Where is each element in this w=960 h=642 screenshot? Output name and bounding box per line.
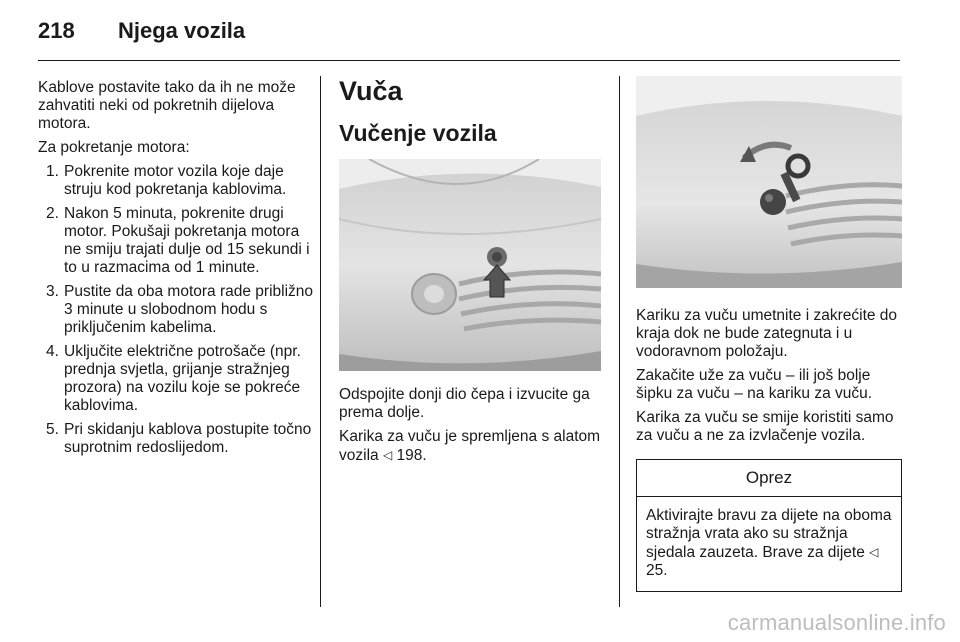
list-item: [38, 205, 314, 277]
page-ref: 25.: [646, 562, 668, 579]
column-jump-start: [38, 79, 314, 463]
page-number: 218: [38, 18, 75, 43]
step-text: Uključite električne potrošače (npr. prednja svjetla, grijanje stražnjeg prozora) na vozilu koje se pokreće kablovima.: [64, 343, 301, 414]
step-number: 4.: [46, 343, 59, 360]
remove-cover-paragraph: Odspojite donji dio čepa i izvucite ga prema dolje.: [339, 386, 590, 421]
page-ref-icon: ◁: [869, 545, 879, 559]
list-item: [38, 343, 314, 415]
page-title: Njega vozila: [118, 18, 246, 43]
tool-location-text: Karika za vuču je spremljena s alatom vozila: [339, 428, 601, 464]
header-rule: [38, 60, 900, 61]
eye-usage-paragraph: Karika za vuču se smije koristiti samo za vuču a ne za izvlačenje vozila.: [636, 409, 894, 444]
step-text: Nakon 5 minuta, pokrenite drugi motor. Pokušaji pokretanja motora ne smiju trajati dulje od 15 sekundi i to u razmacima od 1 minute.: [64, 205, 310, 276]
step-number: 1.: [46, 163, 59, 180]
step-number: 2.: [46, 205, 59, 222]
column-towing-eye: [636, 76, 902, 592]
list-item: [38, 163, 314, 199]
step-number: 5.: [46, 421, 59, 438]
attach-rope-paragraph: Zakačite uže za vuču – ili još bolje šipku za vuču – na kariku za vuču.: [636, 367, 873, 402]
page-ref: 198.: [396, 447, 427, 464]
caution-title: Oprez: [637, 460, 901, 497]
step-text: Pustite da oba motora rade približno 3 minute u slobodnom hodu s priključenim kabelima.: [64, 283, 314, 336]
page-ref-icon: ◁: [382, 448, 393, 462]
bumper-cover-photo: [339, 159, 601, 371]
step-text: Pri skidanju kablova postupite točno suprotnim redoslijedom.: [64, 421, 312, 456]
list-item: [38, 421, 314, 457]
column-divider-left: [320, 76, 321, 607]
caution-body: [637, 497, 901, 591]
caution-box: [636, 459, 902, 592]
steps-lead: Za pokretanje motora:: [38, 139, 190, 156]
towing-eye-photo: [636, 76, 902, 288]
step-text: Pokrenite motor vozila koje daje struju kod pokretanja kablovima.: [64, 163, 287, 198]
caution-text: Aktivirajte bravu za dijete na oboma stražnja vrata ako su stražnja sjedala zauzeta. Brave za dijete: [646, 507, 892, 561]
column-divider-right: [619, 76, 620, 607]
watermark: carmanualsonline.info: [727, 610, 946, 635]
intro-paragraph: Kablove postavite tako da ih ne može zahvatiti neki od pokretnih dijelova motora.: [38, 79, 296, 132]
section-heading: Vuča: [339, 76, 403, 106]
list-item: [38, 283, 314, 337]
insert-eye-paragraph: Kariku za vuču umetnite i zakrećite do kraja dok ne bude zategnuta i u vodoravnom položaju.: [636, 307, 898, 360]
steps-list: [38, 163, 314, 457]
step-number: 3.: [46, 283, 59, 300]
column-towing: [339, 76, 605, 471]
tool-location-paragraph: [339, 428, 605, 465]
section-subheading: Vučenje vozila: [339, 120, 497, 146]
